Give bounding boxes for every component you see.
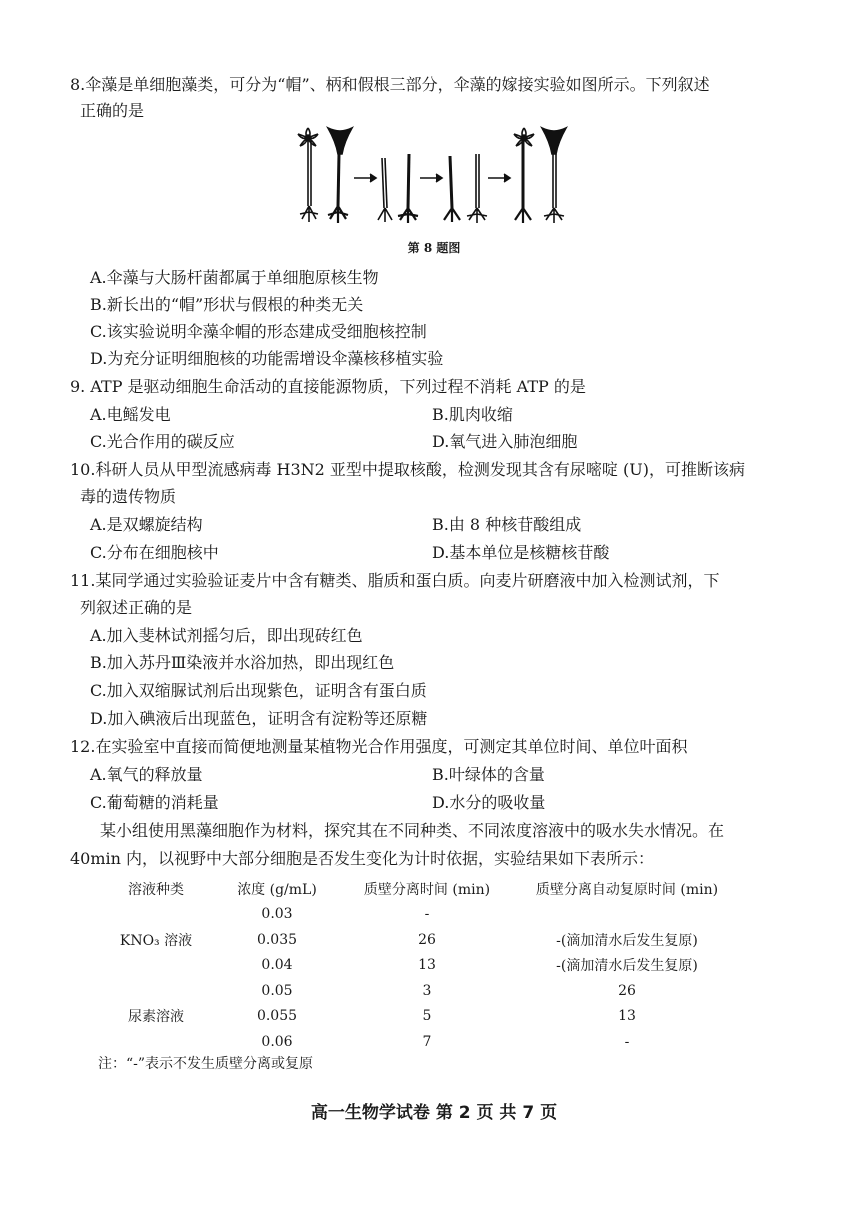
q10-option-a: A.是双螺旋结构 xyxy=(90,515,203,534)
results-table xyxy=(100,876,742,1055)
q8-stem-line2: 正确的是 xyxy=(80,101,145,120)
passage-line2: 40min 内，以视野中大部分细胞是否发生变化为计时依据，实验结果如下表所示： xyxy=(70,849,655,868)
table-cell: 0.05 xyxy=(261,982,293,999)
q11-option-d: D.加入碘液后出现蓝色，证明含有淀粉等还原糖 xyxy=(90,709,428,728)
q12-option-a: A.氧气的释放量 xyxy=(90,765,203,784)
q8-stem-line1: 8.伞藻是单细胞藻类，可分为“帽”、柄和假根三部分，伞藻的嫁接实验如图所示。下列叙述 xyxy=(70,75,710,94)
table-cell: 0.03 xyxy=(261,906,293,923)
flower-cap-acetabularia-left xyxy=(298,128,318,222)
q11-stem-line2: 列叙述正确的是 xyxy=(80,598,193,617)
table-header: 质壁分离自动复原时间 (min) xyxy=(535,881,719,898)
q9-stem: 9. ATP 是驱动细胞生命活动的直接能源物质，下列过程不消耗 ATP 的是 xyxy=(70,377,586,396)
table-cell: 13 xyxy=(418,957,436,974)
q11-option-c: C.加入双缩脲试剂后出现紫色，证明含有蛋白质 xyxy=(90,681,427,700)
q8-option-b: B.新长出的“帽”形状与假根的种类无关 xyxy=(90,295,364,314)
q10-option-b: B.由 8 种核苷酸组成 xyxy=(432,515,582,534)
q12-option-b: B.叶绿体的含量 xyxy=(432,765,545,784)
umbrella-cap-acetabularia-right xyxy=(542,128,566,223)
q9-option-d: D.氧气进入肺泡细胞 xyxy=(432,432,578,451)
q12-stem: 12.在实验室中直接而简便地测量某植物光合作用强度，可测定其单位时间、单位叶面积 xyxy=(70,737,688,756)
q12-option-c: C.葡萄糖的消耗量 xyxy=(90,793,219,812)
q9-option-c: C.光合作用的碳反应 xyxy=(90,432,235,451)
table-cell xyxy=(100,978,212,1004)
table-header: 浓度 (g/mL) xyxy=(237,881,317,898)
table-cell xyxy=(100,953,212,979)
table-cell: KNO₃ 溶液 xyxy=(119,932,193,949)
arrow-icon xyxy=(354,174,376,182)
table-cell: 3 xyxy=(422,982,432,999)
table-cell xyxy=(512,902,742,928)
table-header: 溶液种类 xyxy=(128,881,184,898)
table-row xyxy=(100,953,742,979)
table-cell: -(滴加清水后发生复原) xyxy=(556,958,698,975)
q12-option-d: D.水分的吸收量 xyxy=(432,793,546,812)
q10-stem-line1: 10.科研人员从甲型流感病毒 H3N2 亚型中提取核酸，检测发现其含有尿嘧啶 (U)，可推断该病 xyxy=(70,460,745,479)
grafted-stalk-2 xyxy=(444,154,487,223)
table-cell: 0.055 xyxy=(256,1008,298,1025)
q10-stem-line2: 毒的遗传物质 xyxy=(80,487,177,506)
table-row xyxy=(100,1029,742,1055)
q9-option-b: B.肌肉收缩 xyxy=(432,405,513,424)
table-cell xyxy=(100,902,212,928)
grafting-experiment-figure xyxy=(292,124,582,232)
table-cell: - xyxy=(624,1033,630,1050)
table-row xyxy=(100,902,742,928)
table-row xyxy=(100,978,742,1004)
table-cell: 5 xyxy=(422,1008,432,1025)
arrow-icon xyxy=(488,174,510,182)
q9-option-a: A.电鳐发电 xyxy=(90,405,171,424)
table-cell: 26 xyxy=(618,982,636,999)
flower-cap-acetabularia-right xyxy=(514,128,534,223)
table-cell: 0.06 xyxy=(261,1033,293,1050)
table-cell: -(滴加清水后发生复原) xyxy=(556,932,698,949)
q10-option-c: C.分布在细胞核中 xyxy=(90,543,219,562)
table-cell xyxy=(100,1029,212,1055)
table-cell: 7 xyxy=(422,1033,432,1050)
q10-option-d: D.基本单位是核糖核苷酸 xyxy=(432,543,610,562)
table-cell: 26 xyxy=(418,931,436,948)
q8-option-d: D.为充分证明细胞核的功能需增设伞藻核移植实验 xyxy=(90,349,444,368)
umbrella-cap-acetabularia-left xyxy=(328,128,352,223)
q8-option-a: A.伞藻与大肠杆菌都属于单细胞原核生物 xyxy=(90,268,379,287)
table-note: 注：“-”表示不发生质壁分离或复原 xyxy=(98,1056,314,1072)
passage-line1: 某小组使用黑藻细胞作为材料，探究其在不同种类、不同浓度溶液中的吸水失水情况。在 xyxy=(100,821,725,840)
table-cell: 0.035 xyxy=(256,931,298,948)
table-header-row xyxy=(100,876,742,902)
table-cell: 0.04 xyxy=(261,957,293,974)
table-cell: 尿素溶液 xyxy=(128,1009,184,1026)
q8-option-c: C.该实验说明伞藻伞帽的形态建成受细胞核控制 xyxy=(90,322,427,341)
q11-stem-line1: 11.某同学通过实验验证麦片中含有糖类、脂质和蛋白质。向麦片研磨液中加入检测试剂，下 xyxy=(70,571,720,590)
arrow-icon xyxy=(420,174,442,182)
table-cell: - xyxy=(424,906,430,923)
page-footer: 高一生物学试卷 第 2 页 共 7 页 xyxy=(310,1103,558,1123)
table-row xyxy=(100,927,742,953)
table-row xyxy=(100,1004,742,1030)
q11-option-a: A.加入斐林试剂摇匀后，即出现砖红色 xyxy=(90,626,363,645)
table-header: 质壁分离时间 (min) xyxy=(363,881,491,898)
figure-caption: 第 8 题图 xyxy=(407,241,461,255)
grafted-stalk-1 xyxy=(378,154,418,223)
table-cell: 13 xyxy=(618,1008,636,1025)
q11-option-b: B.加入苏丹Ⅲ染液并水浴加热，即出现红色 xyxy=(90,653,395,672)
